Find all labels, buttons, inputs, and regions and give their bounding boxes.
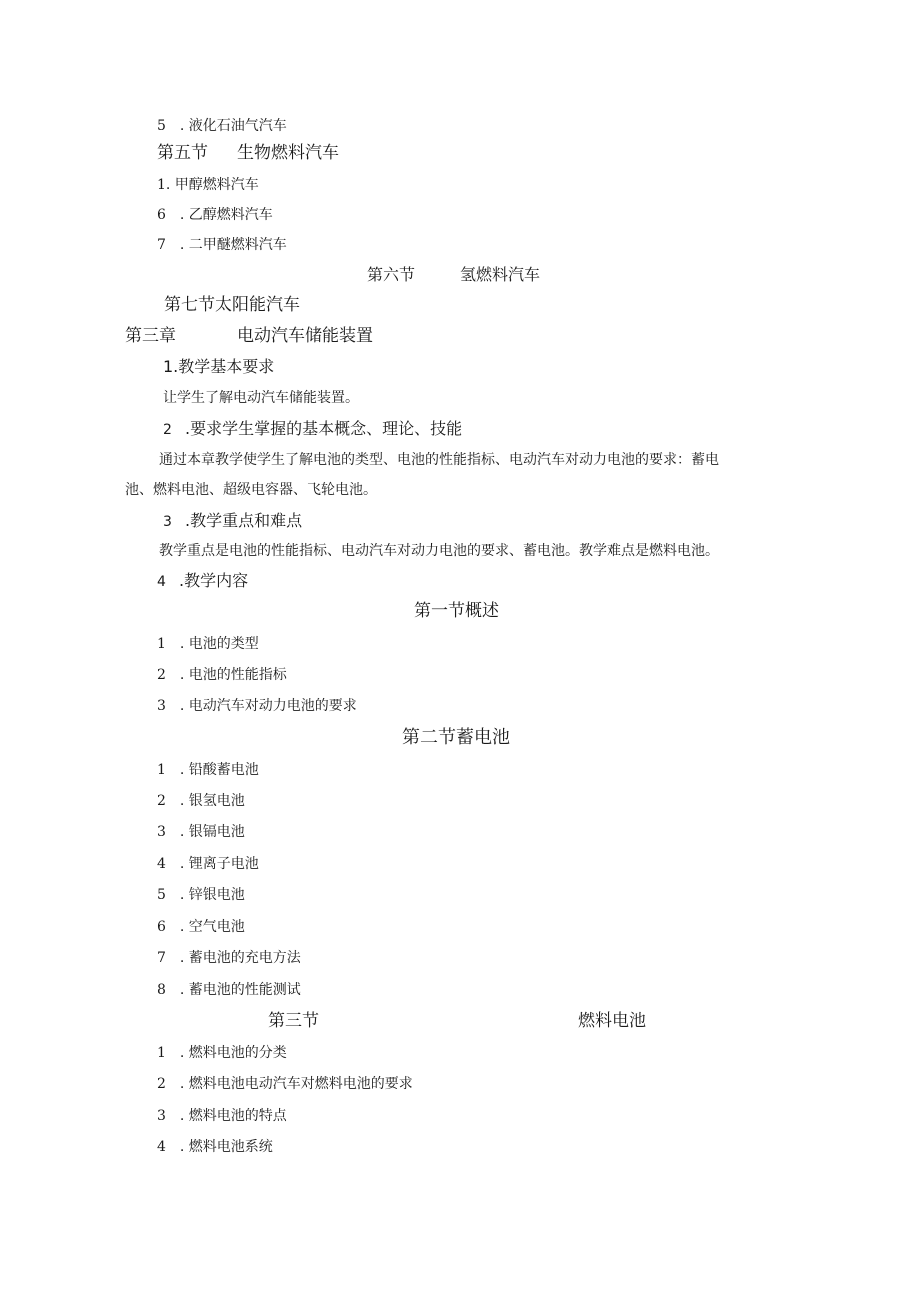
section-heading-title: 燃料电池	[578, 1011, 646, 1031]
chapter-heading-number: 第三章	[125, 326, 176, 346]
list-item: 1. 甲醇燃料汽车	[157, 177, 259, 193]
subheading-number: 3	[163, 514, 172, 530]
list-item: 3 . 银镉电池	[157, 824, 245, 840]
chapter-heading-title: 电动汽车储能装置	[237, 326, 373, 346]
list-item: 3 . 燃料电池的特点	[157, 1108, 287, 1124]
subheading-number: 2	[163, 422, 172, 438]
list-item: 1 . 燃料电池的分类	[157, 1045, 287, 1061]
list-item: 4 . 燃料电池系统	[157, 1139, 273, 1155]
subheading-title: .教学内容	[179, 571, 249, 590]
paragraph: 教学重点是电池的性能指标、电动汽车对动力电池的要求、蓄电池。教学难点是燃料电池。	[159, 543, 719, 559]
section-heading-title: 生物燃料汽车	[237, 143, 339, 163]
section-heading: 第一节概述	[414, 601, 499, 621]
list-item: 5 . 液化石油气汽车	[157, 118, 287, 134]
paragraph: 让学生了解电动汽车储能装置。	[163, 390, 359, 406]
subheading-title: .教学重点和难点	[185, 511, 303, 530]
list-item: 8 . 蓄电池的性能测试	[157, 982, 301, 998]
list-item: 1 . 电池的类型	[157, 636, 259, 652]
list-item: 2 . 银氢电池	[157, 793, 245, 809]
list-item: 7 . 蓄电池的充电方法	[157, 950, 301, 966]
list-item: 2 . 电池的性能指标	[157, 667, 287, 683]
section-heading-number: 第三节	[268, 1011, 319, 1031]
list-item: 7 . 二甲醚燃料汽车	[157, 237, 287, 253]
list-item: 4 . 锂离子电池	[157, 856, 259, 872]
list-item: 5 . 锌银电池	[157, 887, 245, 903]
list-item: 3 . 电动汽车对动力电池的要求	[157, 698, 357, 714]
subheading: 1.教学基本要求	[163, 357, 275, 376]
section-heading: 第七节太阳能汽车	[164, 295, 300, 315]
section-heading-number: 第五节	[157, 143, 208, 163]
section-heading-number: 第六节	[367, 265, 416, 284]
paragraph: 池、燃料电池、超级电容器、飞轮电池。	[125, 482, 377, 498]
subheading-number: 4	[157, 574, 166, 590]
section-heading-title: 氢燃料汽车	[460, 265, 541, 284]
section-heading: 第二节蓄电池	[402, 727, 510, 748]
subheading-title: .要求学生掌握的基本概念、理论、技能	[185, 419, 463, 438]
list-item: 6 . 乙醇燃料汽车	[157, 207, 273, 223]
list-item: 1 . 铅酸蓄电池	[157, 762, 259, 778]
paragraph: 通过本章教学使学生了解电池的类型、电池的性能指标、电动汽车对动力电池的要求：蓄电	[159, 452, 719, 468]
list-item: 6 . 空气电池	[157, 919, 245, 935]
list-item: 2 . 燃料电池电动汽车对燃料电池的要求	[157, 1076, 413, 1092]
